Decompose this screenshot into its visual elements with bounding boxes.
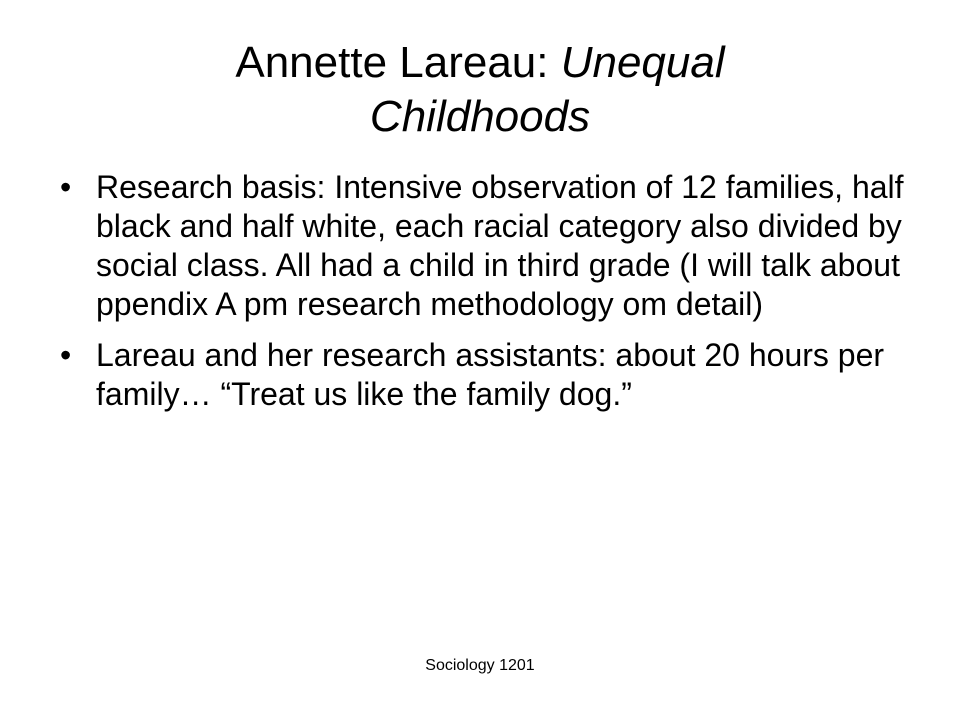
- slide-footer: Sociology 1201: [425, 657, 535, 674]
- bullet-text: Lareau and her research assistants: about 20 hours per family… “Treat us like the family dog.”: [96, 337, 885, 412]
- bullet-list: [60, 168, 910, 426]
- title-author: Annette Lareau:: [235, 38, 561, 87]
- bullet-item: [60, 336, 910, 414]
- bullet-marker: •: [60, 169, 72, 205]
- slide-title: [80, 36, 880, 144]
- bullet-item: [60, 168, 910, 324]
- bullet-text: Research basis: Intensive observation of 12 families, half black and half white, each racial category also divided by social class. All had a child in third grade (I will talk about ppendix A pm research methodology om detail): [96, 169, 904, 322]
- bullet-marker: •: [60, 337, 72, 373]
- title-book-part2: Childhoods: [369, 92, 591, 141]
- title-book-part1: Unequal: [560, 38, 725, 87]
